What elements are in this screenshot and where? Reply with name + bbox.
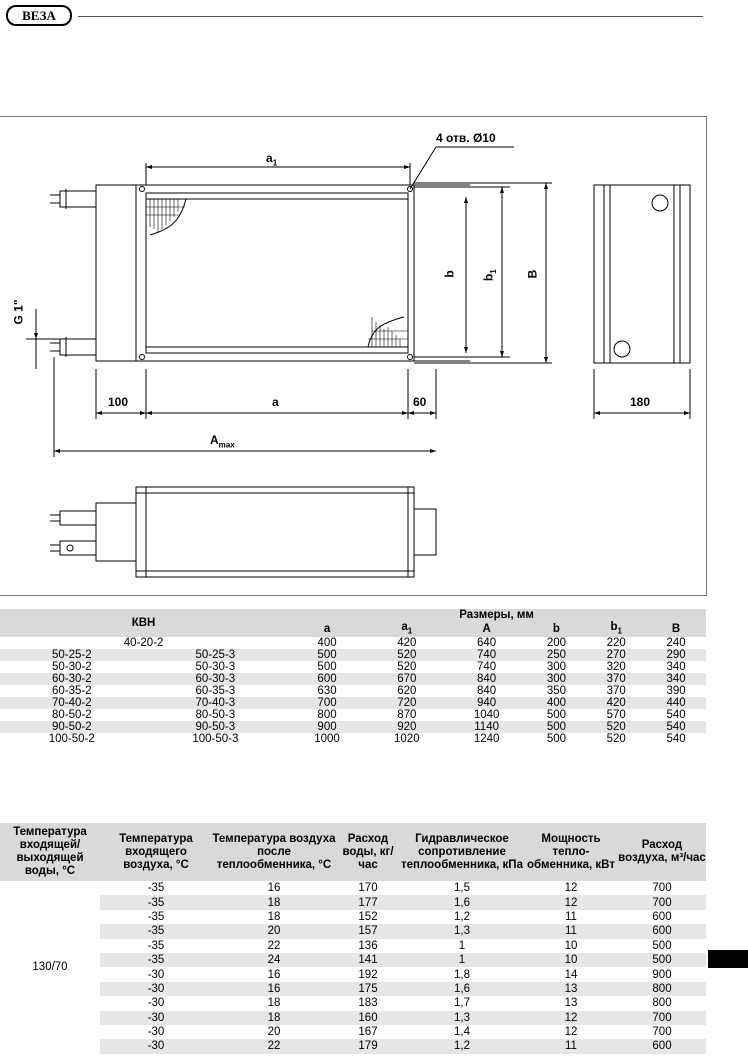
power-cell: 12 — [524, 881, 618, 895]
svg-text:ВЕЗА: ВЕЗА — [22, 8, 56, 23]
air-in-temp-cell: -30 — [100, 996, 212, 1010]
dim-180-label: 180 — [630, 395, 651, 409]
power-cell: 13 — [524, 996, 618, 1010]
dim-a-cell: 700 — [287, 697, 367, 709]
performance-row — [0, 982, 706, 996]
performance-row — [0, 1025, 706, 1039]
dim-a1-cell: 620 — [367, 685, 447, 697]
air-flow-cell: 700 — [618, 881, 706, 895]
air-out-temp-cell: 22 — [212, 939, 336, 953]
air-in-temp-cell: -30 — [100, 1025, 212, 1039]
air-in-temp-cell: -35 — [100, 939, 212, 953]
power-cell: 10 — [524, 939, 618, 953]
side-view — [594, 185, 690, 363]
model-2-cell: 50-25-2 — [0, 649, 144, 661]
dim-B-cell: 540 — [646, 721, 706, 733]
water-flow-cell: 170 — [336, 881, 400, 895]
air-flow-cell: 600 — [618, 910, 706, 924]
dim-B-cell: 540 — [646, 709, 706, 721]
air-in-temp-cell: -30 — [100, 982, 212, 996]
air-flow-cell: 500 — [618, 939, 706, 953]
air-in-temp-cell: -30 — [100, 967, 212, 981]
air-flow-cell: 600 — [618, 1039, 706, 1053]
dim-a1-cell: 670 — [367, 673, 447, 685]
perf-header-hydraulic-resistance: Гидравлическое сопротивление теплообменника, кПа — [400, 823, 524, 881]
model-2-cell: 90-50-2 — [0, 721, 144, 733]
dim-a-cell: 600 — [287, 673, 367, 685]
water-flow-cell: 141 — [336, 953, 400, 967]
air-out-temp-cell: 22 — [212, 1039, 336, 1053]
water-flow-cell: 179 — [336, 1039, 400, 1053]
water-flow-cell: 157 — [336, 924, 400, 938]
dim-a-cell: 900 — [287, 721, 367, 733]
dim-a1-cell: 920 — [367, 721, 447, 733]
perf-header-air-out-temp: Температура воздуха после теплообменника, °С — [212, 823, 336, 881]
power-cell: 10 — [524, 953, 618, 967]
bottom-view — [136, 487, 414, 577]
model-3-cell: 80-50-3 — [144, 709, 288, 721]
dim-A-cell: 840 — [447, 673, 527, 685]
dim-b-label: b — [442, 270, 457, 278]
dim-a1-cell: 720 — [367, 697, 447, 709]
air-flow-cell: 700 — [618, 1025, 706, 1039]
water-flow-cell: 160 — [336, 1011, 400, 1025]
dim-a-cell: 400 — [287, 637, 367, 649]
performance-row — [0, 953, 706, 967]
dimensions-row — [0, 661, 706, 673]
air-flow-cell: 500 — [618, 953, 706, 967]
performance-row — [0, 881, 706, 895]
sizes-group-header: Размеры, мм — [287, 609, 706, 621]
resistance-cell: 1 — [400, 939, 524, 953]
resistance-cell: 1,2 — [400, 910, 524, 924]
dim-b-cell: 250 — [527, 649, 587, 661]
dim-a1-cell: 420 — [367, 637, 447, 649]
power-cell: 13 — [524, 982, 618, 996]
model-3-cell: 50-25-3 — [144, 649, 288, 661]
water-flow-cell: 183 — [336, 996, 400, 1010]
page-side-tab — [708, 950, 748, 968]
air-flow-cell: 600 — [618, 924, 706, 938]
dim-B-cell: 340 — [646, 673, 706, 685]
water-flow-cell: 175 — [336, 982, 400, 996]
air-out-temp-cell: 18 — [212, 895, 336, 909]
header-rule — [78, 16, 703, 17]
dim-a-cell: 630 — [287, 685, 367, 697]
model-3-cell: 60-35-3 — [144, 685, 288, 697]
col-A-header: A — [447, 621, 527, 637]
dim-B-cell: 290 — [646, 649, 706, 661]
air-out-temp-cell: 16 — [212, 881, 336, 895]
water-flow-cell: 167 — [336, 1025, 400, 1039]
perf-header-water-temp: Температура входящей/ выходящей воды, °С — [0, 823, 100, 881]
dim-A-cell: 1040 — [447, 709, 527, 721]
dim-a1-cell: 520 — [367, 661, 447, 673]
resistance-cell: 1,3 — [400, 924, 524, 938]
dim-b1-cell: 520 — [586, 733, 646, 745]
water-flow-cell: 152 — [336, 910, 400, 924]
resistance-cell: 1,5 — [400, 881, 524, 895]
dim-b-cell: 500 — [527, 721, 587, 733]
air-flow-cell: 800 — [618, 982, 706, 996]
dim-b-cell: 200 — [527, 637, 587, 649]
water-flow-cell: 136 — [336, 939, 400, 953]
front-view-body — [96, 185, 414, 361]
perf-header-air-in-temp: Температура входящего воздуха, °С — [100, 823, 212, 881]
power-cell: 11 — [524, 924, 618, 938]
dim-amax-label: $A_{max}$ — [210, 433, 235, 450]
dim-B-cell: 540 — [646, 733, 706, 745]
model-cell: 40-20-2 — [0, 637, 287, 649]
dim-b-cell: 350 — [527, 685, 587, 697]
col-B-header: B — [646, 621, 706, 637]
air-out-temp-cell: 18 — [212, 910, 336, 924]
dim-b1-cell: 220 — [586, 637, 646, 649]
dim-b-cell: 300 — [527, 673, 587, 685]
water-flow-cell: 177 — [336, 895, 400, 909]
performance-row — [0, 996, 706, 1010]
resistance-cell: 1 — [400, 953, 524, 967]
dim-a1-cell: 870 — [367, 709, 447, 721]
dim-b1-cell: 320 — [586, 661, 646, 673]
col-b1-header: $b_1$ — [586, 621, 646, 637]
model-2-cell: 60-30-2 — [0, 673, 144, 685]
dim-a1-cell: 1020 — [367, 733, 447, 745]
dim-a-cell: 1000 — [287, 733, 367, 745]
resistance-cell: 1,6 — [400, 895, 524, 909]
air-out-temp-cell: 16 — [212, 967, 336, 981]
performance-row — [0, 1011, 706, 1025]
resistance-cell: 1,7 — [400, 996, 524, 1010]
model-3-cell: 50-30-3 — [144, 661, 288, 673]
col-a-header: a — [287, 621, 367, 637]
performance-row — [0, 924, 706, 938]
dim-a1-cell: 520 — [367, 649, 447, 661]
air-in-temp-cell: -35 — [100, 881, 212, 895]
air-out-temp-cell: 18 — [212, 996, 336, 1010]
model-2-cell: 100-50-2 — [0, 733, 144, 745]
dim-b-cell: 500 — [527, 733, 587, 745]
performance-row — [0, 967, 706, 981]
water-temp-cell: 130/70 — [0, 881, 100, 1054]
dimensions-row — [0, 685, 706, 697]
model-3-cell: 70-40-3 — [144, 697, 288, 709]
dim-A-cell: 940 — [447, 697, 527, 709]
performance-row — [0, 895, 706, 909]
dim-b1-cell: 370 — [586, 685, 646, 697]
dimensions-row — [0, 733, 706, 745]
kvn-header: КВН — [0, 609, 287, 637]
resistance-cell: 1,2 — [400, 1039, 524, 1053]
air-out-temp-cell: 24 — [212, 953, 336, 967]
col-b-header: b — [527, 621, 587, 637]
dim-b1-label: $b_1$ — [481, 269, 499, 282]
technical-drawing — [0, 116, 707, 596]
air-in-temp-cell: -35 — [100, 924, 212, 938]
dim-60-label: 60 — [413, 395, 427, 409]
dim-b1-cell: 270 — [586, 649, 646, 661]
performance-row — [0, 939, 706, 953]
model-2-cell: 80-50-2 — [0, 709, 144, 721]
air-flow-cell: 700 — [618, 1011, 706, 1025]
dim-a-label: a — [272, 395, 279, 409]
dim-a-cell: 800 — [287, 709, 367, 721]
dimensions-table — [0, 609, 706, 745]
power-cell: 12 — [524, 1025, 618, 1039]
model-3-cell: 100-50-3 — [144, 733, 288, 745]
dim-A-cell: 1240 — [447, 733, 527, 745]
perf-header-water-flow: Расход воды, кг/час — [336, 823, 400, 881]
dimensions-row — [0, 721, 706, 733]
dim-b1-cell: 520 — [586, 721, 646, 733]
drawing-svg — [0, 117, 706, 595]
dim-a-cell: 500 — [287, 649, 367, 661]
perf-header-air-flow: Расход воздуха, м³/час — [618, 823, 706, 881]
power-cell: 12 — [524, 1011, 618, 1025]
col-a1-header: $a_1$ — [367, 621, 447, 637]
dim-B-cell: 240 — [646, 637, 706, 649]
air-out-temp-cell: 18 — [212, 1011, 336, 1025]
dim-a1-label: $a_1$ — [266, 151, 278, 168]
water-flow-cell: 192 — [336, 967, 400, 981]
dim-100-label: 100 — [108, 395, 129, 409]
dimensions-row — [0, 637, 706, 649]
dimensions-row — [0, 697, 706, 709]
air-out-temp-cell: 20 — [212, 1025, 336, 1039]
dim-b1-cell: 570 — [586, 709, 646, 721]
power-cell: 11 — [524, 910, 618, 924]
thread-g-label: G 1" — [11, 299, 26, 325]
air-in-temp-cell: -35 — [100, 895, 212, 909]
dim-A-cell: 740 — [447, 661, 527, 673]
air-flow-cell: 800 — [618, 996, 706, 1010]
air-in-temp-cell: -30 — [100, 1039, 212, 1053]
dimensions-row — [0, 673, 706, 685]
dim-b-cell: 500 — [527, 709, 587, 721]
power-cell: 11 — [524, 1039, 618, 1053]
dim-B-cell: 440 — [646, 697, 706, 709]
dim-b1-cell: 420 — [586, 697, 646, 709]
dim-B-cell: 390 — [646, 685, 706, 697]
resistance-cell: 1,8 — [400, 967, 524, 981]
dim-A-cell: 1140 — [447, 721, 527, 733]
model-2-cell: 50-30-2 — [0, 661, 144, 673]
model-3-cell: 60-30-3 — [144, 673, 288, 685]
veza-logo — [6, 5, 72, 26]
air-in-temp-cell: -35 — [100, 910, 212, 924]
air-flow-cell: 700 — [618, 895, 706, 909]
dim-b-cell: 300 — [527, 661, 587, 673]
air-out-temp-cell: 20 — [212, 924, 336, 938]
dim-A-cell: 640 — [447, 637, 527, 649]
air-in-temp-cell: -30 — [100, 1011, 212, 1025]
resistance-cell: 1,3 — [400, 1011, 524, 1025]
holes-label: 4 отв. Ø10 — [436, 131, 496, 145]
dim-A-cell: 740 — [447, 649, 527, 661]
dim-B-label: B — [525, 269, 540, 279]
air-out-temp-cell: 16 — [212, 982, 336, 996]
dim-b-cell: 400 — [527, 697, 587, 709]
perf-header-power: Мощность тепло-обменника, кВт — [524, 823, 618, 881]
resistance-cell: 1,4 — [400, 1025, 524, 1039]
model-2-cell: 60-35-2 — [0, 685, 144, 697]
dim-a-cell: 500 — [287, 661, 367, 673]
air-in-temp-cell: -35 — [100, 953, 212, 967]
dim-b1-cell: 370 — [586, 673, 646, 685]
air-flow-cell: 900 — [618, 967, 706, 981]
resistance-cell: 1,6 — [400, 982, 524, 996]
power-cell: 12 — [524, 895, 618, 909]
model-3-cell: 90-50-3 — [144, 721, 288, 733]
dim-A-cell: 840 — [447, 685, 527, 697]
performance-table — [0, 823, 706, 1054]
power-cell: 14 — [524, 967, 618, 981]
dim-B-cell: 340 — [646, 661, 706, 673]
dimensions-row — [0, 649, 706, 661]
performance-row — [0, 910, 706, 924]
model-2-cell: 70-40-2 — [0, 697, 144, 709]
dimensions-row — [0, 709, 706, 721]
performance-row — [0, 1039, 706, 1053]
